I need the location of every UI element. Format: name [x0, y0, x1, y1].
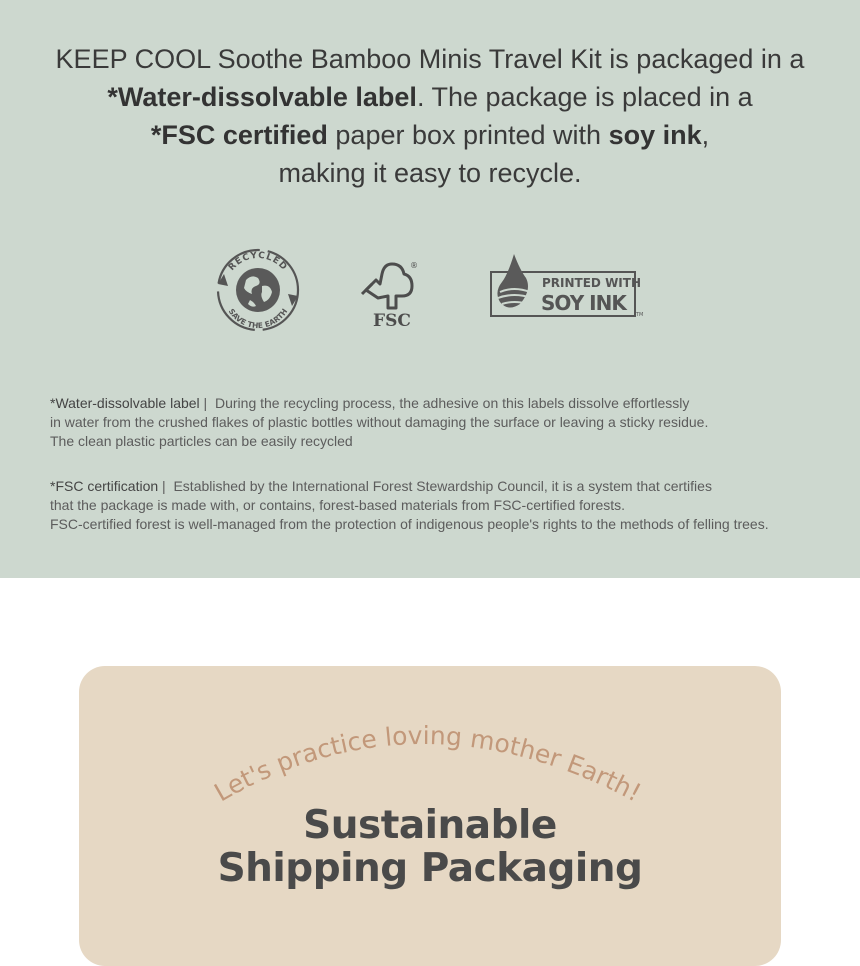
soy-line-2: SOY INK	[541, 291, 626, 315]
intro-line-1: KEEP COOL Soothe Bamboo Minis Travel Kit is packaged in a	[55, 44, 805, 74]
arc-tagline	[79, 666, 781, 826]
svg-text:Let's practice loving mother E	[209, 721, 646, 808]
fsc-certification-note	[50, 477, 840, 534]
intro-line-3-end: ,	[701, 120, 710, 150]
water-note-line-2: in water from the crushed flakes of plastic bottles without damaging the surface or leaving a sticky residue.	[50, 414, 709, 430]
fsc-note-sep: |	[158, 478, 174, 494]
soy-tm: TM	[636, 312, 644, 318]
certification-logos	[0, 240, 860, 340]
soy-ink-highlight: soy ink	[608, 120, 702, 150]
fsc-note-line-1	[50, 477, 840, 496]
arc-tagline-text: Let's practice loving mother Earth!	[209, 720, 646, 808]
water-dissolvable-highlight: *Water-dissolvable label	[107, 82, 417, 112]
fsc-note-line-3: FSC-certified forest is well-managed from the protection of indigenous people's rights to the methods of felling trees.	[50, 516, 769, 532]
fsc-text: FSC	[373, 311, 411, 330]
water-note-l1: During the recycling process, the adhesive on this labels dissolve effortlessly	[214, 395, 690, 411]
recycled-earth-icon	[210, 244, 306, 336]
intro-line-2-rest: . The package is placed in a	[416, 82, 753, 112]
intro-line-3	[0, 116, 860, 154]
water-note-line-1	[50, 394, 840, 413]
intro-line-2	[0, 78, 860, 116]
headline-line-1: Sustainable	[303, 803, 557, 848]
headline-line-2: Shipping Packaging	[217, 846, 643, 891]
fsc-note-head: *FSC certification	[50, 478, 159, 494]
intro-line-4: making it easy to recycle.	[278, 158, 582, 188]
recycled-top-text: RECYCLED	[226, 250, 290, 273]
recycled-bottom-text: SAVE THE EARTH	[226, 306, 290, 331]
soy-line-1: PRINTED WITH	[542, 276, 641, 290]
water-note-line-3: The clean plastic particles can be easily recycled	[50, 433, 353, 449]
intro-line-3-mid: paper box printed with	[327, 120, 609, 150]
sustainable-shipping-card	[79, 666, 781, 966]
water-note-sep: |	[199, 395, 215, 411]
soy-ink-icon	[490, 252, 650, 322]
fsc-note-line-2: that the package is made with, or contains, forest-based materials from FSC-certified forests.	[50, 497, 626, 513]
intro-text	[0, 40, 860, 192]
water-dissolvable-note	[50, 394, 840, 451]
fsc-tree-icon	[358, 254, 426, 330]
fsc-registered-mark: ®	[410, 261, 418, 270]
fsc-highlight: *FSC certified	[150, 120, 328, 150]
water-note-head: *Water-dissolvable label	[50, 395, 200, 411]
fsc-note-l1: Established by the International Forest Stewardship Council, it is a system that certifies	[173, 478, 712, 494]
